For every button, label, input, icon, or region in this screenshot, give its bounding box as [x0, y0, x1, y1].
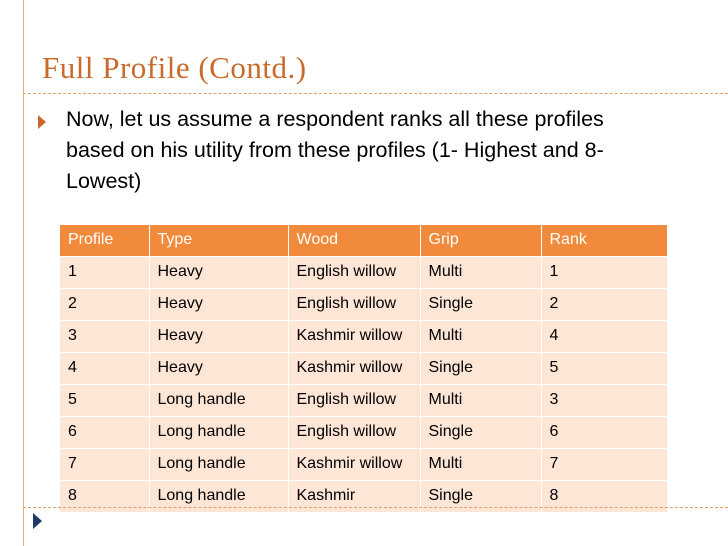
- header-rank: Rank: [541, 225, 667, 257]
- cell-type: Long handle: [149, 385, 288, 417]
- cell-wood: Kashmir willow: [288, 353, 420, 385]
- table-row: [60, 321, 667, 353]
- cell-grip: Single: [420, 289, 541, 321]
- cell-profile: 7: [60, 449, 149, 481]
- cell-profile: 3: [60, 321, 149, 353]
- table-header-row: [60, 225, 667, 257]
- cell-rank: 1: [541, 257, 667, 289]
- cell-grip: Single: [420, 417, 541, 449]
- cell-type: Long handle: [149, 481, 288, 513]
- cell-type: Heavy: [149, 257, 288, 289]
- header-wood: Wood: [288, 225, 420, 257]
- play-arrow-icon[interactable]: [33, 513, 42, 529]
- profiles-table: [60, 225, 667, 512]
- header-type: Type: [149, 225, 288, 257]
- cell-rank: 2: [541, 289, 667, 321]
- left-margin-rule: [23, 0, 24, 546]
- cell-type: Long handle: [149, 417, 288, 449]
- header-profile: Profile: [60, 225, 149, 257]
- cell-grip: Multi: [420, 449, 541, 481]
- table-row: [60, 353, 667, 385]
- cell-grip: Multi: [420, 385, 541, 417]
- cell-profile: 8: [60, 481, 149, 513]
- cell-rank: 4: [541, 321, 667, 353]
- header-grip: Grip: [420, 225, 541, 257]
- cell-profile: 2: [60, 289, 149, 321]
- cell-wood: Kashmir willow: [288, 449, 420, 481]
- cell-grip: Single: [420, 481, 541, 513]
- table-row: [60, 257, 667, 289]
- cell-grip: Multi: [420, 321, 541, 353]
- cell-wood: English willow: [288, 257, 420, 289]
- cell-wood: English willow: [288, 385, 420, 417]
- cell-wood: English willow: [288, 289, 420, 321]
- table-row: [60, 449, 667, 481]
- bullet-text: Now, let us assume a respondent ranks all these profiles based on his utility from these profiles (1- Highest and 8- Lowest): [66, 107, 604, 193]
- table-row: [60, 385, 667, 417]
- cell-profile: 5: [60, 385, 149, 417]
- cell-type: Heavy: [149, 353, 288, 385]
- cell-rank: 8: [541, 481, 667, 513]
- cell-rank: 3: [541, 385, 667, 417]
- footer-divider: [23, 507, 728, 508]
- cell-wood: English willow: [288, 417, 420, 449]
- cell-profile: 1: [60, 257, 149, 289]
- slide-title: Full Profile (Contd.): [42, 50, 307, 85]
- cell-rank: 6: [541, 417, 667, 449]
- cell-type: Heavy: [149, 321, 288, 353]
- cell-type: Heavy: [149, 289, 288, 321]
- title-divider: [23, 93, 728, 94]
- cell-profile: 4: [60, 353, 149, 385]
- cell-type: Long handle: [149, 449, 288, 481]
- cell-grip: Multi: [420, 257, 541, 289]
- cell-profile: 6: [60, 417, 149, 449]
- table-row: [60, 417, 667, 449]
- cell-rank: 7: [541, 449, 667, 481]
- table-row: [60, 289, 667, 321]
- cell-wood: Kashmir willow: [288, 321, 420, 353]
- bullet-arrow-icon: [38, 115, 46, 129]
- cell-wood: Kashmir: [288, 481, 420, 513]
- cell-grip: Single: [420, 353, 541, 385]
- cell-rank: 5: [541, 353, 667, 385]
